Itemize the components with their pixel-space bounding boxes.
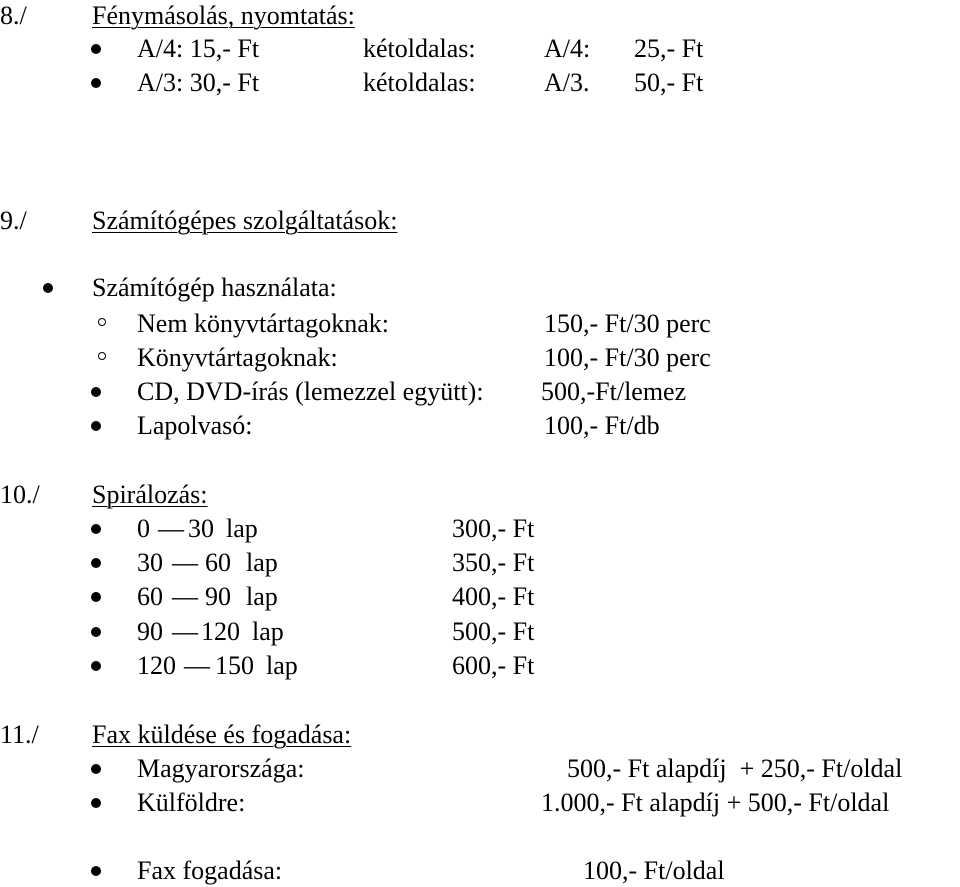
scanner-price: 100,- Ft/db <box>544 411 660 440</box>
range-unit: lap <box>246 582 278 611</box>
non-member-price: 150,- Ft/30 perc <box>544 309 711 338</box>
fax-receive-label: Fax fogadása: <box>137 856 283 885</box>
fax-abroad-label: Külföldre: <box>137 788 246 817</box>
bullet-icon <box>91 661 101 671</box>
section-11-number: 11./ <box>0 720 39 749</box>
binding-price: 600,- Ft <box>452 651 535 680</box>
range-unit: lap <box>252 617 284 646</box>
range-to: 120 <box>201 617 240 646</box>
section-10-title: Spirálozás: <box>92 480 208 509</box>
range-dash: — <box>172 582 198 611</box>
range-dash: — <box>158 514 184 543</box>
duplex-format: A/3. <box>544 68 590 97</box>
fax-domestic-price: 500,- Ft alapdíj + 250,- Ft/oldal <box>567 754 903 783</box>
binding-price: 350,- Ft <box>452 548 535 577</box>
duplex-price: 25,- Ft <box>634 34 704 63</box>
bullet-icon <box>91 78 101 88</box>
fax-domestic-label: Magyarországa: <box>137 754 305 783</box>
binding-price: 300,- Ft <box>452 514 535 543</box>
duplex-label: kétoldalas: <box>363 34 476 63</box>
bullet-icon <box>91 798 101 808</box>
section-10-number: 10./ <box>0 480 40 509</box>
bullet-icon <box>91 764 101 774</box>
section-8-number: 8./ <box>0 1 27 30</box>
bullet-icon <box>91 421 101 431</box>
section-8-title: Fénymásolás, nyomtatás: <box>92 1 355 30</box>
duplex-format: A/4: <box>544 34 591 63</box>
bullet-icon <box>91 866 101 876</box>
range-from: 120 <box>137 651 176 680</box>
bullet-icon <box>91 558 101 568</box>
range-from: 0 <box>137 514 150 543</box>
duplex-price: 50,- Ft <box>634 68 704 97</box>
range-to: 60 <box>205 548 231 577</box>
scanner-label: Lapolvasó: <box>137 411 253 440</box>
range-dash: — <box>172 617 198 646</box>
member-price: 100,- Ft/30 perc <box>544 343 711 372</box>
range-unit: lap <box>246 548 278 577</box>
price-a4: A/4: 15,- Ft <box>137 34 260 63</box>
price-a3: A/3: 30,- Ft <box>137 68 260 97</box>
computer-usage-label: Számítógép használata: <box>92 273 337 302</box>
circle-bullet-icon <box>98 352 106 360</box>
range-from: 90 <box>137 617 163 646</box>
member-label: Könyvtártagoknak: <box>137 343 338 372</box>
section-9-title: Számítógépes szolgáltatások: <box>92 206 398 235</box>
bullet-icon <box>91 524 101 534</box>
range-from: 30 <box>137 548 163 577</box>
range-from: 60 <box>137 582 163 611</box>
range-to: 150 <box>215 651 254 680</box>
bullet-icon <box>43 283 53 293</box>
bullet-icon <box>91 627 101 637</box>
bullet-icon <box>91 387 101 397</box>
bullet-icon <box>91 592 101 602</box>
binding-price: 400,- Ft <box>452 582 535 611</box>
fax-receive-price: 100,- Ft/oldal <box>583 856 725 885</box>
range-to: 30 <box>188 514 214 543</box>
range-to: 90 <box>205 582 231 611</box>
bullet-icon <box>91 44 101 54</box>
range-unit: lap <box>226 514 258 543</box>
section-11-title: Fax küldése és fogadása: <box>92 720 352 749</box>
range-dash: — <box>184 651 210 680</box>
binding-price: 500,- Ft <box>452 617 535 646</box>
range-dash: — <box>172 548 198 577</box>
cd-dvd-label: CD, DVD-írás (lemezzel együtt): <box>137 377 484 406</box>
range-unit: lap <box>266 651 298 680</box>
section-9-number: 9./ <box>0 206 27 235</box>
duplex-label: kétoldalas: <box>363 68 476 97</box>
cd-dvd-price: 500,-Ft/lemez <box>541 377 687 406</box>
non-member-label: Nem könyvtártagoknak: <box>137 309 389 338</box>
fax-abroad-price: 1.000,- Ft alapdíj + 500,- Ft/oldal <box>541 788 890 817</box>
circle-bullet-icon <box>98 318 106 326</box>
